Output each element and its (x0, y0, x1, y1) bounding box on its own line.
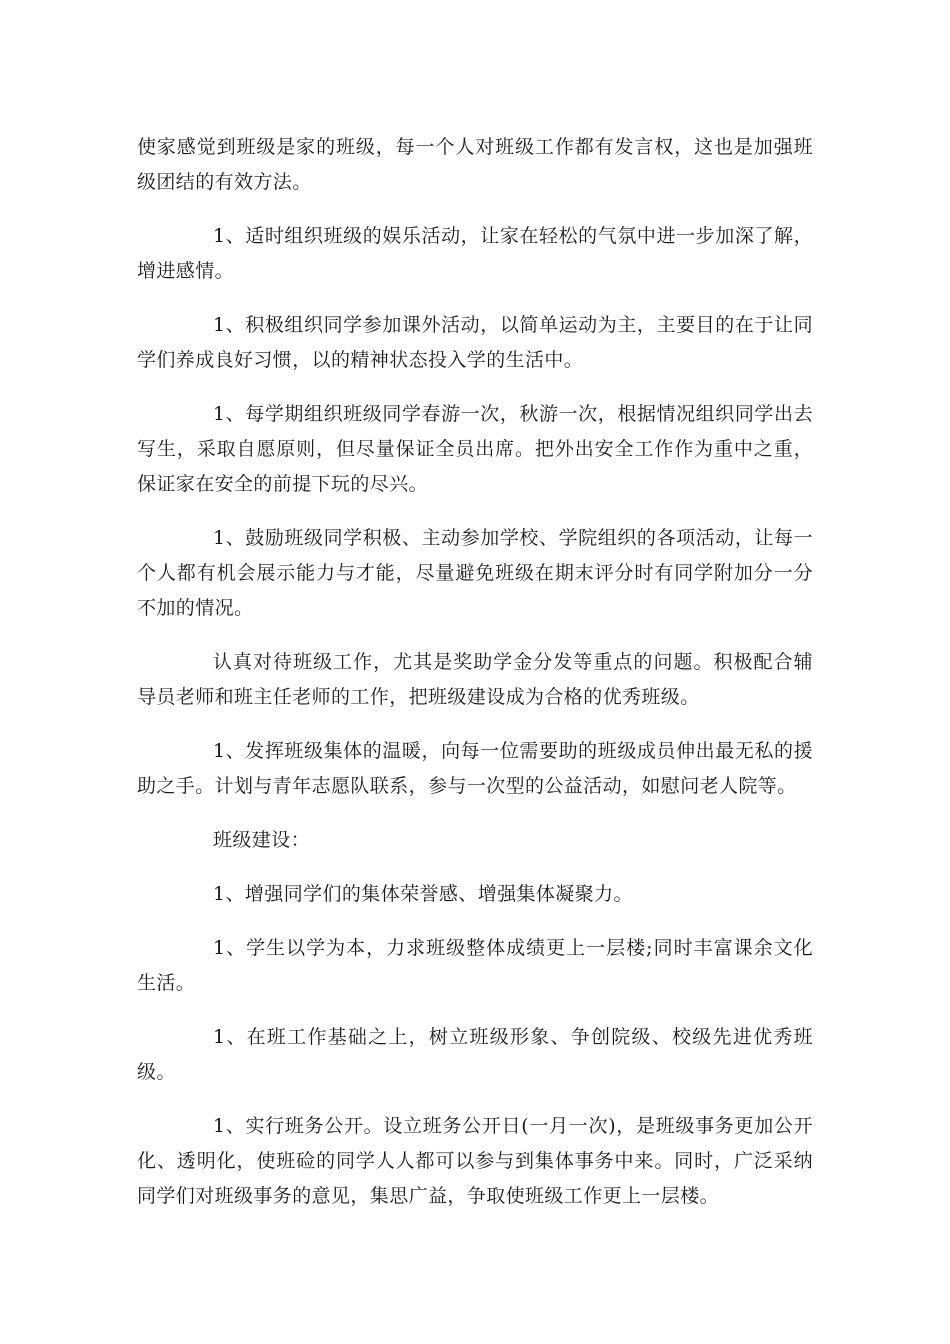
paragraph-12: 1、实行班务公开。设立班务公开日(一月一次)，是班级事务更加公开化、透明化，使班硷的同学人人都可以参与到集体事务中来。同时，广泛采纳同学们对班级事务的意见，集思广益，争取使班级工作更上一层楼。 (137, 1115, 813, 1207)
paragraph-3: 1、积极组织同学参加课外活动，以简单运动为主，主要目的在于让同学们养成良好习惯，以的精神状态投入学的生活中。 (137, 314, 813, 371)
paragraph-2: 1、适时组织班级的娱乐活动，让家在轻松的气氛中进一步加深了解，增进感情。 (137, 225, 813, 282)
document-body (137, 130, 813, 1233)
paragraph-6: 认真对待班级工作，尤其是奖助学金分发等重点的问题。积极配合辅导员老师和班主任老师的工作，把班级建设成为合格的优秀班级。 (137, 651, 813, 708)
paragraph-9: 1、增强同学们的集体荣誉感、增强集体凝聚力。 (213, 883, 633, 905)
paragraph-11: 1、在班工作基础之上，树立班级形象、争创院级、校级先进优秀班级。 (137, 1026, 813, 1083)
paragraph-10: 1、学生以学为本，力求班级整体成绩更上一层楼;同时丰富课余文化生活。 (137, 937, 813, 994)
paragraph-5: 1、鼓励班级同学积极、主动参加学校、学院组织的各项活动，让每一个人都有机会展示能力与才能，尽量避免班级在期末评分时有同学附加分一分不加的情况。 (137, 527, 813, 619)
section-heading-class-building: 班级建设： (213, 829, 311, 851)
paragraph-1: 使家感觉到班级是家的班级，每一个人对班级工作都有发言权，这也是加强班级团结的有效方法。 (137, 136, 813, 193)
paragraph-7: 1、发挥班级集体的温暖，向每一位需要助的班级成员伸出最无私的援助之手。计划与青年志愿队联系，参与一次型的公益活动，如慰问老人院等。 (137, 740, 813, 797)
paragraph-4: 1、每学期组织班级同学春游一次，秋游一次，根据情况组织同学出去写生，采取自愿原则，但尽量保证全员出席。把外出安全工作作为重中之重，保证家在安全的前提下玩的尽兴。 (137, 403, 813, 495)
